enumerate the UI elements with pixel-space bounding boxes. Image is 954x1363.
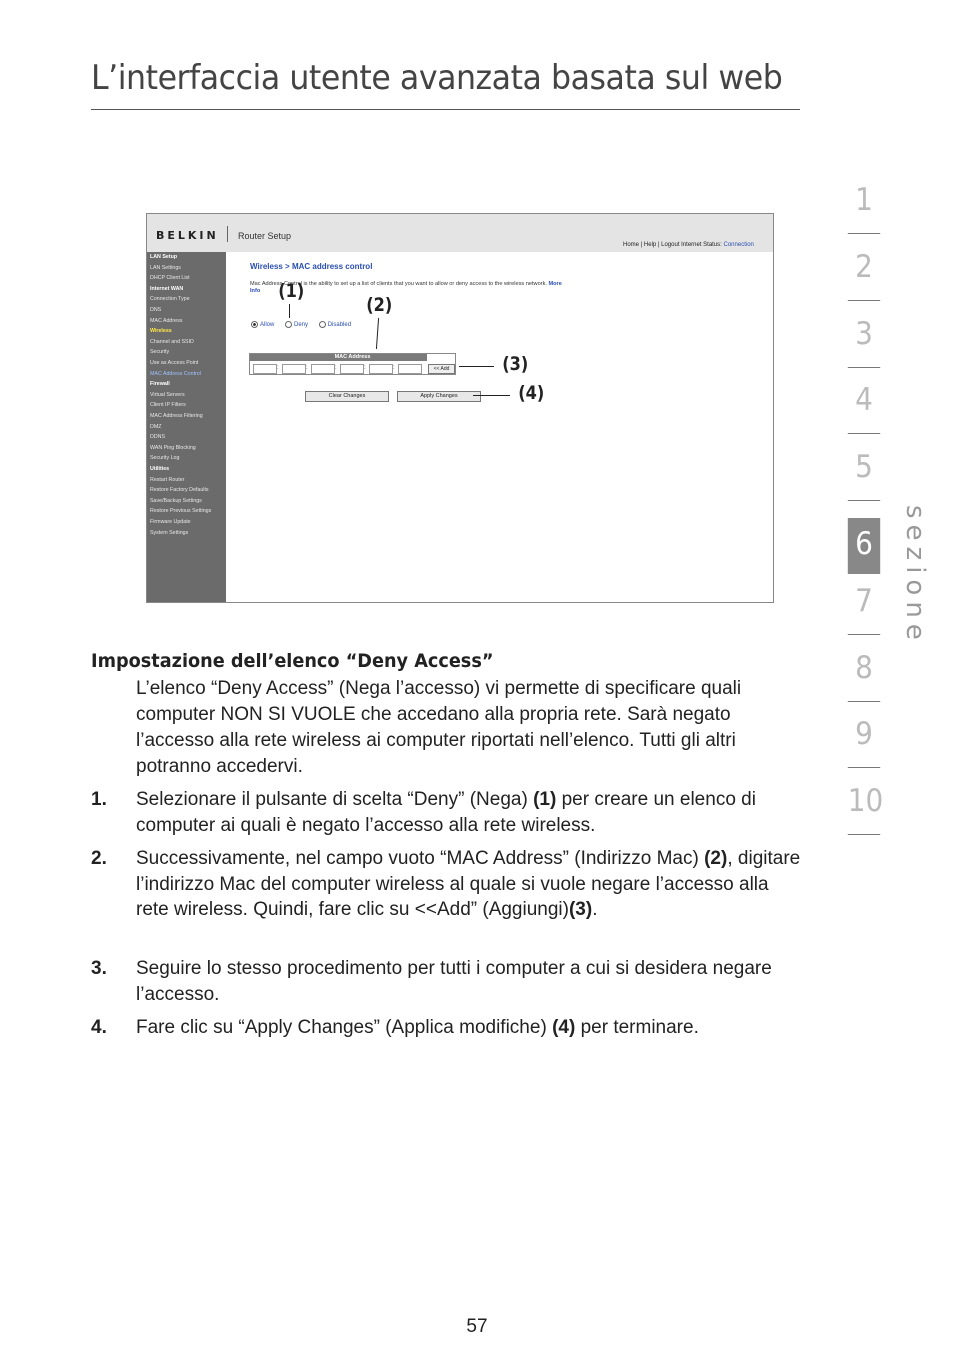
allow-radio[interactable] bbox=[251, 321, 258, 328]
callout-4-line bbox=[473, 395, 510, 396]
router-page-title: Wireless > MAC address control bbox=[250, 262, 373, 271]
router-sidebar-item[interactable]: Security bbox=[150, 349, 170, 356]
intro-paragraph: L’elenco “Deny Access” (Nega l’accesso) vi permette di specificare quali computer NON SI VUOLE che accedano alla propria rete. Sarà negato l’accesso alla rete wireless ai computer riportati nell’elenco. Tutti gli altri potranno accedervi. bbox=[136, 678, 742, 777]
router-sidebar-item: Firewall bbox=[150, 381, 170, 388]
callout-3: (3) bbox=[502, 353, 529, 375]
apply-changes-button[interactable]: Apply Changes bbox=[397, 391, 481, 402]
clear-changes-button[interactable]: Clear Changes bbox=[305, 391, 389, 402]
mac-separator: : bbox=[364, 365, 366, 371]
step-number: 2. bbox=[91, 848, 107, 869]
header-separator bbox=[227, 226, 228, 242]
step-item bbox=[91, 956, 806, 1007]
callout-reference: (3) bbox=[568, 899, 593, 920]
header-links[interactable] bbox=[623, 242, 754, 248]
brand-logo: BELKIN bbox=[156, 229, 219, 242]
section-nav-item[interactable]: 1 bbox=[848, 174, 880, 234]
callout-4: (4) bbox=[518, 382, 545, 404]
mac-address-table bbox=[249, 353, 456, 375]
router-sidebar-item[interactable]: WAN Ping Blocking bbox=[150, 444, 196, 451]
internet-status: Connection bbox=[723, 242, 754, 248]
more-info-link[interactable]: More Info bbox=[250, 281, 562, 294]
section-nav-item[interactable]: 3 bbox=[848, 308, 880, 368]
router-sidebar-item[interactable]: MAC Address bbox=[150, 317, 183, 324]
add-button[interactable]: << Add bbox=[428, 364, 455, 374]
router-sidebar-item: Utilities bbox=[150, 466, 170, 472]
step-text: Selezionare il pulsante di scelta “Deny” (Nega) (1) per creare un elenco di computer ai quali è negato l’accesso alla rete wireless. bbox=[136, 789, 756, 836]
router-screenshot bbox=[146, 213, 774, 603]
step-text: Successivamente, nel campo vuoto “MAC Address” (Indirizzo Mac) (2), digitare l’indirizzo Mac del computer wireless al quale si vuole negare l’accesso alla rete wireless. Quindi, fare clic su <<Add” (Aggiungi)(3). bbox=[136, 848, 801, 920]
deny-radio[interactable] bbox=[285, 321, 292, 328]
router-setup-label: Router Setup bbox=[238, 231, 292, 241]
callout-3-line bbox=[459, 366, 494, 367]
router-description-text: Mac Address Control is the ability to set up a list of clients that you want to allow or deny access to the wireless network. bbox=[250, 281, 547, 287]
callout-2: (2) bbox=[366, 294, 393, 316]
mac-octet-input[interactable] bbox=[282, 364, 306, 374]
router-sidebar-item[interactable]: Firmware Update bbox=[150, 519, 191, 525]
section-nav-item[interactable]: 9 bbox=[848, 708, 880, 768]
section-nav-item[interactable]: 5 bbox=[848, 441, 880, 501]
title-divider bbox=[91, 109, 800, 110]
step-number: 3. bbox=[91, 958, 107, 979]
page-number: 57 bbox=[466, 1316, 488, 1337]
router-sidebar-item[interactable]: DMZ bbox=[150, 423, 162, 430]
router-sidebar-item: LAN Setup bbox=[150, 254, 178, 260]
mac-octet-input[interactable] bbox=[253, 364, 277, 374]
page-title: L’interfaccia utente avanzata basata sul web bbox=[91, 58, 783, 98]
mac-separator: : bbox=[393, 365, 395, 371]
section-nav-item[interactable]: 10 bbox=[848, 775, 880, 835]
router-header bbox=[147, 214, 773, 253]
router-sidebar-item[interactable]: Security Log bbox=[150, 455, 180, 462]
router-sidebar-item: Internet WAN bbox=[150, 285, 184, 292]
step-number: 4. bbox=[91, 1017, 107, 1038]
step-item bbox=[91, 846, 806, 923]
disabled-label: Disabled bbox=[327, 322, 352, 329]
section-nav-item[interactable]: 8 bbox=[848, 642, 880, 702]
mac-header-gap bbox=[427, 354, 455, 361]
router-sidebar-item[interactable]: DHCP Client List bbox=[150, 275, 190, 282]
router-sidebar-item[interactable]: Channel and SSID bbox=[150, 338, 194, 345]
router-sidebar-item[interactable]: MAC Address Filtering bbox=[150, 413, 203, 419]
router-sidebar-item[interactable]: Use as Access Point bbox=[150, 360, 199, 366]
router-sidebar-item[interactable]: Client IP Filters bbox=[150, 402, 186, 409]
mac-octet-input[interactable] bbox=[311, 364, 335, 374]
section-nav-item[interactable]: 6 bbox=[848, 518, 880, 574]
step-item bbox=[91, 787, 806, 838]
section-nav-item[interactable]: 7 bbox=[848, 575, 880, 635]
allow-label: Allow bbox=[260, 322, 275, 329]
callout-reference: (2) bbox=[704, 848, 728, 869]
router-sidebar-item[interactable]: Restore Factory Defaults bbox=[150, 487, 209, 494]
step-number: 1. bbox=[91, 789, 107, 810]
router-sidebar-item[interactable]: Restore Previous Settings bbox=[150, 508, 212, 515]
router-sidebar-item[interactable]: Wireless bbox=[150, 328, 172, 335]
mac-separator: : bbox=[335, 365, 337, 371]
mac-octet-input[interactable] bbox=[340, 364, 364, 374]
mac-octet-input[interactable] bbox=[398, 364, 422, 374]
router-sidebar-item[interactable]: Restart Router bbox=[150, 476, 185, 483]
section-nav-item[interactable]: 2 bbox=[848, 241, 880, 301]
router-sidebar bbox=[147, 252, 226, 602]
disabled-radio[interactable] bbox=[319, 321, 326, 328]
router-main-panel bbox=[226, 252, 773, 602]
callout-reference: (1) bbox=[533, 789, 557, 810]
callout-1: (1) bbox=[278, 280, 305, 302]
deny-label: Deny bbox=[294, 322, 309, 329]
section-heading: Impostazione dell’elenco “Deny Access” bbox=[91, 650, 494, 672]
router-sidebar-item[interactable]: System Settings bbox=[150, 529, 189, 536]
router-sidebar-item[interactable]: DNS bbox=[150, 307, 162, 313]
router-sidebar-item[interactable]: Virtual Servers bbox=[150, 391, 185, 398]
section-label: sezione bbox=[900, 505, 930, 646]
step-item bbox=[91, 1015, 806, 1041]
mac-octet-input[interactable] bbox=[369, 364, 393, 374]
router-sidebar-item[interactable]: DDNS bbox=[150, 434, 166, 441]
step-text: Seguire lo stesso procedimento per tutti i computer a cui si desidera negare l’accesso. bbox=[136, 958, 772, 1005]
section-nav-item[interactable]: 4 bbox=[848, 374, 880, 434]
callout-1-line bbox=[289, 304, 290, 318]
mac-table-header: MAC Address bbox=[250, 354, 455, 361]
callout-reference: (4) bbox=[552, 1017, 576, 1038]
mac-separator: : bbox=[277, 365, 279, 371]
router-sidebar-item[interactable]: Save/Backup Settings bbox=[150, 497, 202, 504]
header-links-text[interactable]: Home | Help | Logout Internet Status: bbox=[623, 242, 722, 248]
router-sidebar-item[interactable]: LAN Settings bbox=[150, 264, 181, 271]
mac-separator: : bbox=[306, 365, 308, 371]
step-text: Fare clic su “Apply Changes” (Applica modifiche) (4) per terminare. bbox=[136, 1017, 699, 1038]
router-sidebar-item[interactable]: Connection Type bbox=[150, 296, 190, 303]
access-mode-radios bbox=[251, 321, 360, 328]
router-sidebar-item[interactable]: MAC Address Control bbox=[150, 370, 201, 377]
